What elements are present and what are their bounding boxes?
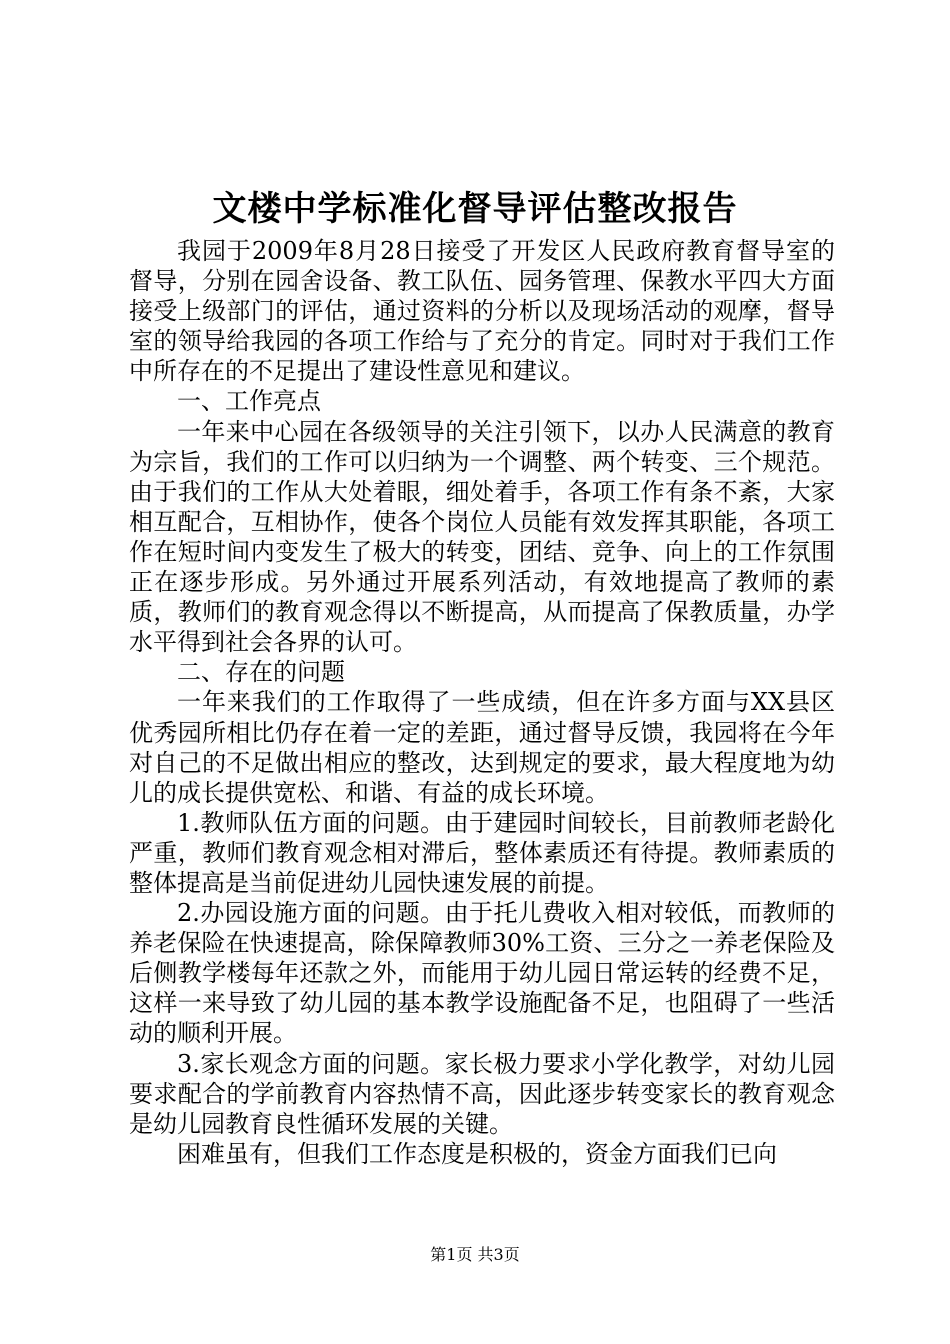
document-body xyxy=(129,236,835,1169)
section-heading-problems: 二、存在的问题 xyxy=(177,658,345,687)
paragraph-closing: 困难虽有，但我们工作态度是积极的，资金方面我们已向 xyxy=(177,1139,777,1168)
paragraph-intro: 我园于2009年8月28日接受了开发区人民政府教育督导室的督导，分别在园舍设备、教工队伍、园务管理、保教水平四大方面接受上级部门的评估，通过资料的分析以及现场活动的观摩，督导室的领导给我园的各项工作给与了充分的肯定。同时对于我们工作中所存在的不足提出了建设性意见和建议。 xyxy=(129,237,835,386)
paragraph-problem-1: 1.教师队伍方面的问题。由于建园时间较长，目前教师老龄化严重，教师们教育观念相对滞后，整体素质还有待提。教师素质的整体提高是当前促进幼儿园快速发展的前提。 xyxy=(129,808,835,897)
page-footer: 第1页 共3页 xyxy=(430,1245,520,1264)
paragraph-highlights: 一年来中心园在各级领导的关注引领下，以办人民满意的教育为宗旨，我们的工作可以归纳为一个调整、两个转变、三个规范。由于我们的工作从大处着眼，细处着手，各项工作有条不紊，大家相互配合，互相协作，使各个岗位人员能有效发挥其职能，各项工作在短时间内变发生了极大的转变，团结、竞争、向上的工作氛围正在逐步形成。另外通过开展系列活动，有效地提高了教师的素质，教师们的教育观念得以不断提高，从而提高了保教质量，办学水平得到社会各界的认可。 xyxy=(129,417,835,657)
section-heading-highlights: 一、工作亮点 xyxy=(177,387,321,416)
paragraph-problem-2: 2.办园设施方面的问题。由于托儿费收入相对较低，而教师的养老保险在快速提高，除保障教师30%工资、三分之一养老保险及后侧教学楼每年还款之外，而能用于幼儿园日常运转的经费不足，这样一来导致了幼儿园的基本教学设施配备不足，也阻碍了一些活动的顺利开展。 xyxy=(129,899,835,1048)
paragraph-problem-3: 3.家长观念方面的问题。家长极力要求小学化教学，对幼儿园要求配合的学前教育内容热情不高，因此逐步转变家长的教育观念是幼儿园教育良性循环发展的关键。 xyxy=(129,1049,835,1138)
document-title: 文楼中学标准化督导评估整改报告 xyxy=(212,189,738,229)
paragraph-problems-intro: 一年来我们的工作取得了一些成绩，但在许多方面与XX县区优秀园所相比仍存在着一定的差距，通过督导反馈，我园将在今年对自己的不足做出相应的整改，达到规定的要求，最大程度地为幼儿的成长提供宽松、和谐、有益的成长环境。 xyxy=(129,688,835,807)
